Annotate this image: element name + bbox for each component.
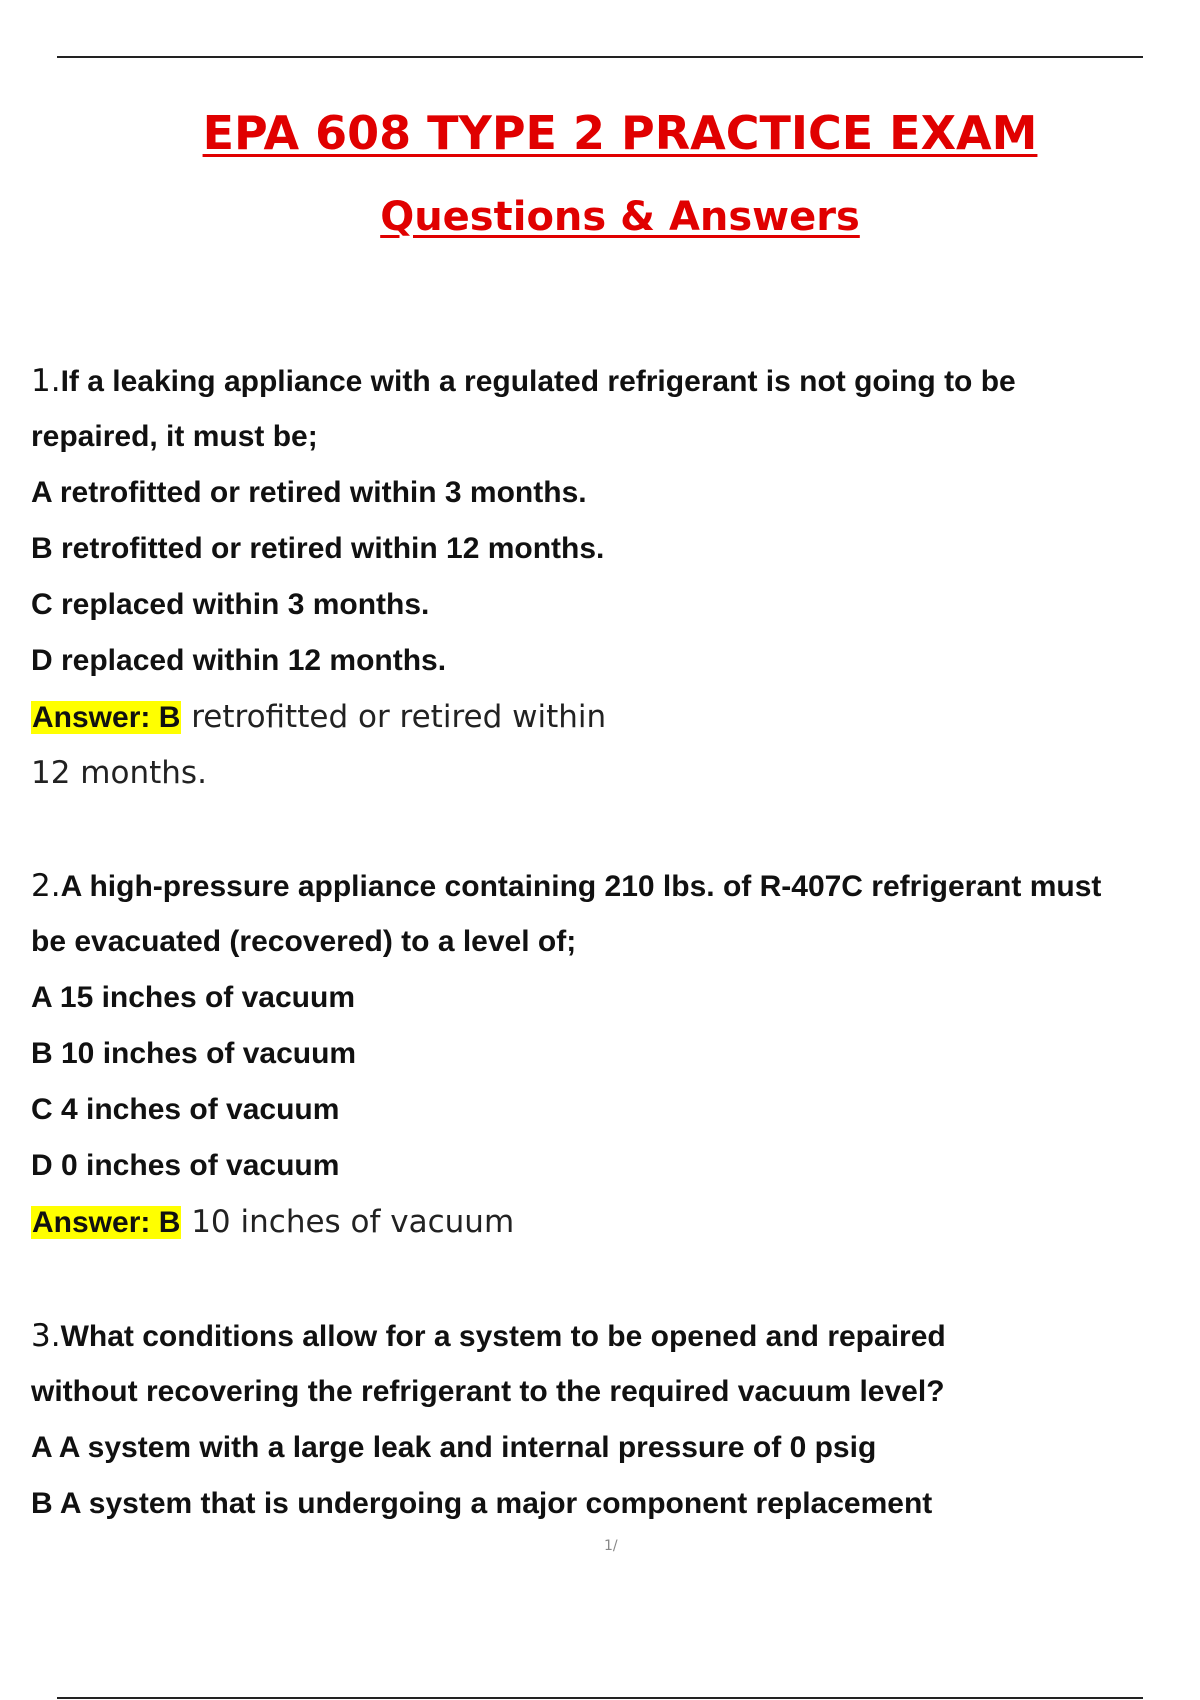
answer-label: Answer: B [32,1206,181,1239]
answer-text: retrofitted or retired within [181,699,607,735]
bottom-rule [57,1697,1143,1699]
page-subtitle: Questions & Answers [380,194,860,240]
option-d: D replaced within 12 months. [31,644,447,677]
option-b: B retrofitted or retired within 12 months. [31,532,605,565]
option-d: D 0 inches of vacuum [31,1149,340,1182]
answer-label: Answer: B [32,701,181,734]
option-b: B 10 inches of vacuum [31,1037,357,1070]
answer [31,1194,1191,1250]
option-c: C 4 inches of vacuum [31,1093,340,1126]
question-text [31,1308,1191,1364]
question-text-line2: be evacuated (recovered) to a level of; [31,925,577,958]
option-a: A A system with a large leak and internal pressure of 0 psig [31,1431,877,1464]
question-1 [31,353,1191,801]
question-text-line1: A high-pressure appliance containing 210 lbs. of R-407C refrigerant must [60,870,1102,903]
answer [31,689,1191,745]
answer-text: 10 inches of vacuum [181,1204,515,1240]
question-text [31,858,1191,914]
answer-text-line2: 12 months. [31,755,207,791]
question-2 [31,858,1191,1250]
question-text-line2: without recovering the refrigerant to the required vacuum level? [31,1375,945,1408]
page-title: EPA 608 TYPE 2 PRACTICE EXAM [202,106,1038,160]
option-b: B A system that is undergoing a major component replacement [31,1487,933,1520]
option-c: C replaced within 3 months. [31,588,430,621]
top-rule [57,56,1143,58]
question-number: 2. [31,868,61,904]
question-text [31,353,1191,409]
option-a: A 15 inches of vacuum [31,981,355,1014]
page-number: 1/ [604,1538,618,1554]
question-text-line2: repaired, it must be; [31,420,318,453]
question-text-line1: What conditions allow for a system to be opened and repaired [60,1320,946,1353]
question-number: 3. [31,1318,61,1354]
question-number: 1. [31,363,61,399]
question-text-line1: If a leaking appliance with a regulated refrigerant is not going to be [60,365,1016,398]
option-a: A retrofitted or retired within 3 months. [31,476,587,509]
question-3 [31,1308,1191,1532]
